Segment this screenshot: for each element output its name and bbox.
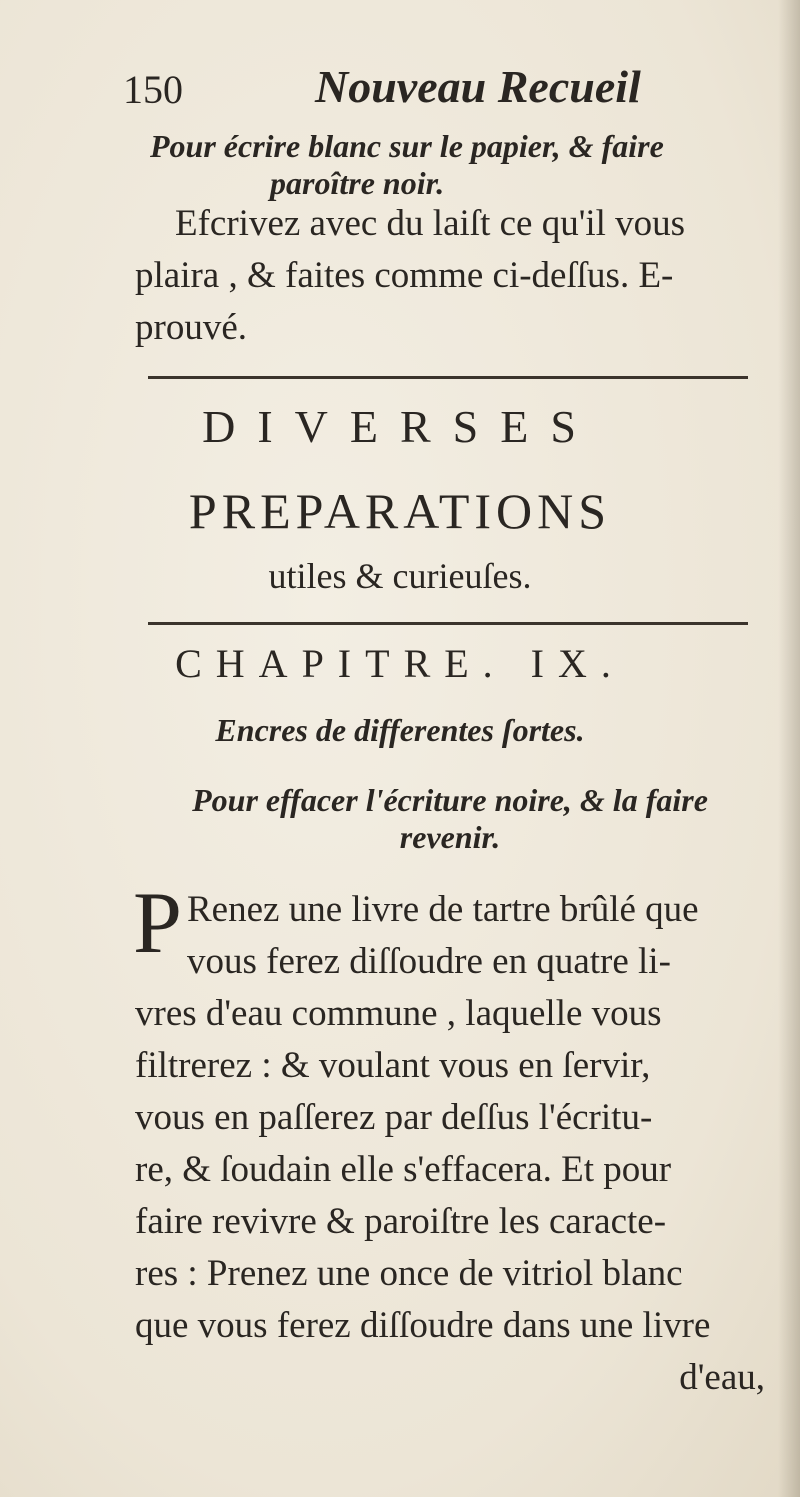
running-title: Nouveau Recueil <box>315 61 641 112</box>
body-line: re, & ſoudain elle s'effacera. Et pour <box>135 1149 672 1190</box>
section1-body <box>135 198 760 354</box>
section1-title <box>150 128 750 202</box>
section2-title <box>150 782 750 856</box>
divider-rule <box>148 622 748 625</box>
divider-rule <box>148 376 748 379</box>
body-line: faire revivre & paroiſtre les caracte- <box>135 1201 667 1242</box>
body-line: que vous ferez diſſoudre dans une livre <box>135 1305 711 1346</box>
page-number: 150 <box>123 67 183 112</box>
heading-diverses: DIVERSES <box>202 401 598 452</box>
section1-title-line: Pour écrire blanc sur le papier, & faire <box>150 128 664 164</box>
page-header <box>115 60 755 120</box>
chapter-label: CHAPITRE. IX. <box>175 641 625 686</box>
drop-cap: P <box>133 875 182 972</box>
heading-subtitle: utiles & curieuſes. <box>268 556 532 596</box>
body-line: filtrerez : & voulant vous en ſervir, <box>135 1045 651 1086</box>
section1-title-line: paroître noir. <box>270 165 445 201</box>
section2-body <box>133 875 765 1404</box>
body-line: vous ferez diſſoudre en quatre li- <box>187 941 671 982</box>
section2-title-line: revenir. <box>399 819 501 855</box>
body-line: prouvé. <box>135 307 247 348</box>
body-line: Efcrivez avec du laiſt ce qu'il vous <box>175 203 686 244</box>
catchword: d'eau, <box>679 1357 765 1398</box>
heading-preparations: PREPARATIONS <box>188 483 612 539</box>
chapter-subtitle: Encres de differentes ſortes. <box>215 712 585 748</box>
body-line: res : Prenez une once de vitriol blanc <box>135 1253 683 1294</box>
body-line: vous en paſſerez par deſſus l'écritu- <box>135 1097 653 1138</box>
section2-title-line: Pour effacer l'écriture noire, & la faire <box>192 782 708 818</box>
body-line: vres d'eau commune , laquelle vous <box>135 993 662 1034</box>
body-line: Renez une livre de tartre brûlé que <box>187 889 699 930</box>
body-line: plaira , & faites comme ci-deſſus. E- <box>135 255 674 296</box>
